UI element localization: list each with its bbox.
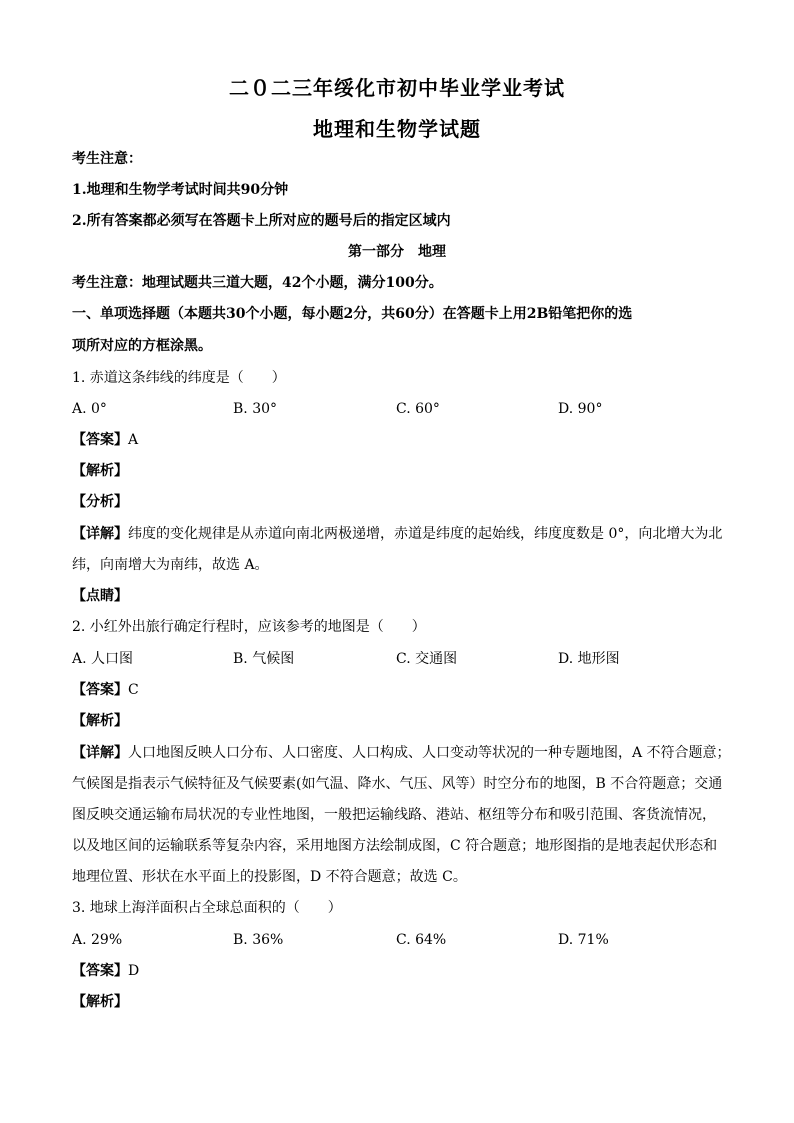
- question-1-detail-line-1: 【详解】纬度的变化规律是从赤道向南北两极递增，赤道是纬度的起始线，纬度度数是 0°，向北增大为北: [72, 526, 723, 542]
- question-3-option-d: D. 71%: [558, 932, 609, 948]
- question-2-detail-line-5: 地理位置、形状在水平面上的投影图，D 不符合题意；故选 C。: [72, 869, 467, 885]
- geography-notice: 考生注意：地理试题共三道大题，42个小题，满分100分。: [72, 275, 443, 291]
- question-2-stem: 2. 小红外出旅行确定行程时，应该参考的地图是（ ）: [72, 619, 426, 635]
- question-3-answer: 【答案】D: [72, 963, 140, 979]
- question-2-option-d: D. 地形图: [558, 651, 620, 667]
- question-2-answer: 【答案】C: [72, 682, 139, 698]
- exam-title: 二０二三年绥化市初中毕业学业考试: [229, 76, 565, 100]
- question-2-detail-line-1: 【详解】人口地图反映人口分布、人口密度、人口构成、人口变动等状况的一种专题地图，A 不符合题意；: [72, 745, 731, 761]
- question-1-option-d: D. 90°: [558, 401, 603, 417]
- question-2-detail-line-3: 图反映交通运输布局状况的专业性地图，一般把运输线路、港站、枢纽等分布和吸引范围、客货流情况，: [72, 807, 716, 823]
- part-title: 第一部分 地理: [348, 244, 446, 260]
- question-1-option-c: C. 60°: [396, 401, 440, 417]
- question-3-analysis: 【解析】: [72, 994, 128, 1010]
- question-3-option-a: A. 29%: [72, 932, 123, 948]
- question-2-option-b: B. 气候图: [233, 651, 295, 667]
- question-1-stem: 1. 赤道这条纬线的纬度是（ ）: [72, 370, 286, 386]
- question-1-detail-line-2: 纬，向南增大为南纬，故选 A。: [72, 557, 269, 573]
- exam-subtitle: 地理和生物学试题: [313, 117, 481, 141]
- question-1-dianjing: 【点睛】: [72, 588, 128, 604]
- question-2-detail-line-4: 以及地区间的运输联系等复杂内容，采用地图方法绘制成图，C 符合题意；地形图指的是地表起伏形态和: [72, 838, 718, 854]
- notice-item-2: 2.所有答案都必须写在答题卡上所对应的题号后的指定区域内: [72, 213, 451, 229]
- notice-heading: 考生注意：: [72, 151, 142, 167]
- question-2-option-a: A. 人口图: [72, 651, 134, 667]
- section-instruction-line-2: 项所对应的方框涂黑。: [72, 338, 212, 354]
- question-2-option-c: C. 交通图: [396, 651, 458, 667]
- notice-item-1: 1.地理和生物学考试时间共90分钟: [72, 182, 289, 198]
- question-3-option-c: C. 64%: [396, 932, 447, 948]
- question-3-option-b: B. 36%: [233, 932, 284, 948]
- section-instruction-line-1: 一、单项选择题（本题共30个小题，每小题2分，共60分）在答题卡上用2B铅笔把你的选: [72, 306, 633, 322]
- question-1-analysis: 【解析】: [72, 463, 128, 479]
- question-2-analysis: 【解析】: [72, 713, 128, 729]
- question-1-option-a: A. 0°: [72, 401, 107, 417]
- question-1-option-b: B. 30°: [233, 401, 278, 417]
- question-1-answer: 【答案】A: [72, 432, 139, 448]
- question-3-stem: 3. 地球上海洋面积占全球总面积的（ ）: [72, 900, 342, 916]
- question-2-detail-line-2: 气候图是指表示气候特征及气候要素(如气温、降水、气压、风等）时空分布的地图，B 不合符题意；交通: [72, 776, 723, 792]
- question-1-fenxi: 【分析】: [72, 494, 128, 510]
